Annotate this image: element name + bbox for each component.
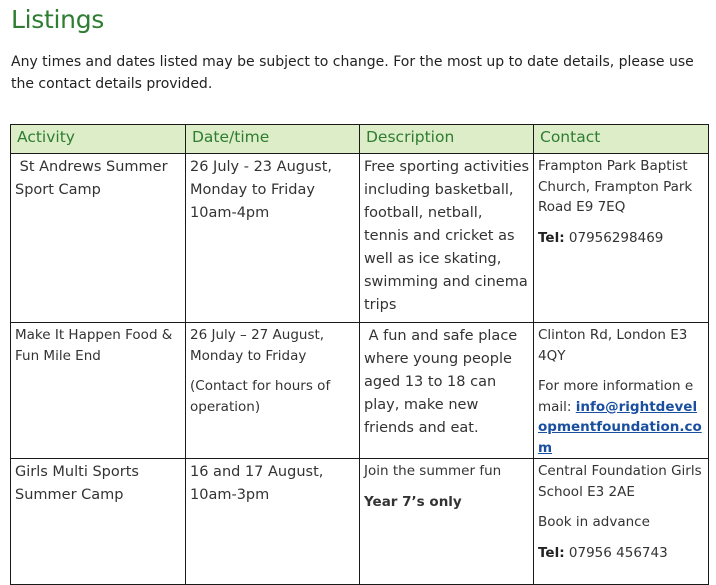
date-text: 16 and 17 August, 10am-3pm	[190, 464, 324, 503]
contact-address: Central Foundation Girls School E3 2AE	[538, 463, 702, 500]
description-text: Join the summer fun	[364, 463, 502, 479]
table-row	[11, 459, 709, 585]
contact-address: Clinton Rd, London E3 4QY	[538, 327, 688, 364]
description-text: Free sporting activities including basketball, football, netball, tennis and cricket as well as ice skating, swimming and cinema trips	[364, 159, 530, 313]
header-date-time: Date/time	[186, 125, 360, 154]
activity-cell	[11, 323, 186, 459]
contact-phone	[538, 543, 705, 564]
date-cell	[186, 323, 360, 459]
contact-email-line	[538, 376, 705, 458]
contact-cell	[534, 323, 709, 459]
activity-cell	[11, 459, 186, 585]
description-cell	[360, 154, 534, 323]
date-text: 26 July - 23 August, Monday to Friday 10am-4pm	[190, 159, 332, 221]
table-row	[11, 154, 709, 323]
contact-address: Frampton Park Baptist Church, Frampton Park Road E9 7EQ	[538, 158, 693, 215]
date-cell	[186, 459, 360, 585]
description-cell	[360, 323, 534, 459]
activity-name: St Andrews Summer Sport Camp	[15, 159, 173, 198]
listings-table	[10, 124, 709, 585]
intro-text: Any times and dates listed may be subject to change. For the most up to date details, please use the contact details provided.	[11, 54, 694, 92]
description-cell	[360, 459, 534, 585]
contact-cell	[534, 459, 709, 585]
description-note: Year 7’s only	[364, 493, 462, 510]
date-note: (Contact for hours of operation)	[190, 378, 331, 415]
activity-name: Make It Happen Food & Fun Mile End	[15, 327, 173, 364]
date-text: 26 July – 27 August, Monday to Friday	[190, 327, 325, 364]
email-link[interactable]: info@rightdevelopmentfoundation.com	[538, 398, 702, 456]
header-activity: Activity	[11, 125, 186, 154]
more-info-label: For more information email:	[538, 378, 694, 415]
activity-cell	[11, 154, 186, 323]
contact-phone	[538, 228, 705, 249]
contact-cell	[534, 154, 709, 323]
activity-name: Girls Multi Sports Summer Camp	[15, 464, 139, 503]
description-text: A fun and safe place where young people aged 13 to 18 can play, make new friends and eat.	[364, 328, 522, 436]
date-cell	[186, 154, 360, 323]
page-title: Listings	[11, 5, 104, 34]
header-contact: Contact	[534, 125, 709, 154]
tel-label: Tel:	[538, 229, 565, 246]
table-row	[11, 323, 709, 459]
tel-number: 07956 456743	[564, 544, 668, 561]
table-header-row	[11, 125, 709, 154]
tel-label: Tel:	[538, 544, 565, 561]
booking-note: Book in advance	[538, 514, 650, 530]
header-description: Description	[360, 125, 534, 154]
tel-number: 07956298469	[564, 229, 664, 246]
